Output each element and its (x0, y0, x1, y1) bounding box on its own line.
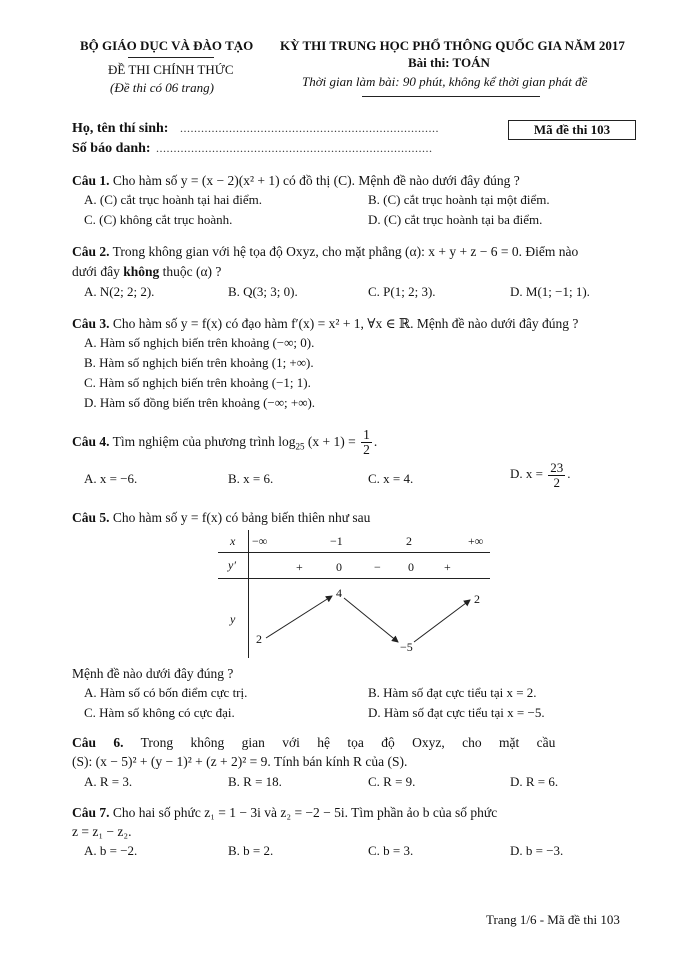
question-4-fraction (361, 428, 372, 457)
exam-title: KỲ THI TRUNG HỌC PHỔ THÔNG QUỐC GIA NĂM 2017 (280, 38, 625, 53)
q4-option-a[interactable]: A. x = −6. (84, 471, 138, 486)
q5-option-d[interactable]: D. Hàm số đạt cực tiểu tại x = −5. (368, 705, 545, 720)
question-2-text: Trong không gian với hệ tọa độ Oxyz, cho mặt phẳng (α): x + y + z − 6 = 0. Điểm nào (112, 244, 579, 259)
variation-table (218, 530, 490, 658)
table-x-val: −1 (330, 534, 343, 548)
subject-label: Bài thi: TOÁN (408, 55, 490, 70)
table-x-val: −∞ (252, 534, 268, 548)
q3-option-d[interactable]: D. Hàm số đồng biến trên khoảng (−∞; +∞). (84, 395, 316, 410)
official-label: ĐỀ THI CHÍNH THỨC (108, 62, 234, 77)
question-1-text: Cho hàm số y = (x − 2)(x² + 1) có đồ thị (C). Mệnh đề nào dưới đây đúng ? (112, 173, 520, 188)
q5-option-a[interactable]: A. Hàm số có bốn điểm cực trị. (84, 685, 248, 700)
arrow-decreasing (344, 598, 398, 642)
q7-option-d[interactable]: D. b = −3. (510, 843, 564, 858)
q7-option-b[interactable]: B. b = 2. (228, 843, 274, 858)
question-2-text-c: thuộc (α) ? (159, 264, 222, 279)
candidate-name-label: Họ, tên thí sinh: (72, 121, 169, 136)
table-x-label: x (230, 534, 236, 548)
q4-option-d[interactable]: D. x = $\frac{23}{2}$ . (510, 460, 571, 490)
question-3 (72, 316, 578, 332)
q2-option-a[interactable]: A. N(2; 2; 2). (84, 284, 155, 299)
table-x-val: +∞ (468, 534, 484, 548)
table-sign: − (374, 560, 381, 574)
question-7-text: Cho hai số phức z₁ = 1 − 3i và z₂ = −2 − 5i. Tìm phần ảo b của số phức (112, 805, 498, 820)
question-5-number: Câu 5. (72, 510, 110, 525)
question-5-text: Cho hàm số y = f(x) có bảng biến thiên như sau (112, 510, 371, 525)
exam-code-box: Mã đề thi 103 (508, 120, 636, 140)
q4-option-b[interactable]: B. x = 6. (228, 471, 274, 486)
header-left-rule (128, 57, 214, 58)
question-3-number: Câu 3. (72, 316, 110, 331)
fraction-numerator: 23 (550, 460, 564, 475)
fraction-numerator: 1 (363, 427, 370, 442)
q2-option-b[interactable]: B. Q(3; 3; 0). (228, 284, 298, 299)
pages-note: (Đề thi có 06 trang) (110, 80, 214, 95)
question-4-text: Tìm nghiệm của phương trình log (112, 433, 296, 449)
question-4-arg: (x + 1) = (307, 433, 356, 449)
table-y-val: 4 (336, 586, 342, 600)
q6-option-c[interactable]: C. R = 9. (368, 774, 416, 789)
q6-option-b[interactable]: B. R = 18. (228, 774, 282, 789)
question-7-number: Câu 7. (72, 805, 110, 820)
table-yprime-label: y′ (228, 558, 236, 572)
q1-option-b[interactable]: B. (C) cắt trục hoành tại một điểm. (368, 192, 550, 207)
q3-option-c[interactable]: C. Hàm số nghịch biến trên khoảng (−1; 1). (84, 375, 311, 390)
question-6-text: Trong không gian với hệ tọa độ Oxyz, cho mặt cầu (140, 735, 556, 750)
question-4-number: Câu 4. (72, 433, 110, 449)
fraction-denominator: 2 (553, 474, 560, 490)
q2-option-c[interactable]: C. P(1; 2; 3). (368, 284, 436, 299)
question-6-line2: (S): (x − 5)² + (y − 1)² + (z + 2)² = 9. Tính bán kính R của (S). (72, 754, 408, 769)
candidate-id-label: Số báo danh: (72, 141, 151, 156)
log-base: 25 (295, 441, 305, 452)
table-sign: 0 (336, 560, 342, 574)
q2-option-d[interactable]: D. M(1; −1; 1). (510, 284, 590, 299)
table-y-val: 2 (474, 592, 480, 606)
variation-arrows (218, 530, 490, 658)
page-footer: Trang 1/6 - Mã đề thi 103 (486, 912, 620, 927)
question-1 (72, 173, 520, 189)
question-1-number: Câu 1. (72, 173, 110, 188)
question-5 (72, 510, 370, 526)
q5-option-b[interactable]: B. Hàm số đạt cực tiểu tại x = 2. (368, 685, 537, 700)
q6-option-d[interactable]: D. R = 6. (510, 774, 559, 789)
question-7 (72, 805, 497, 821)
candidate-id-field[interactable]: ............................................................................... (156, 141, 433, 155)
q5-option-c[interactable]: C. Hàm số không có cực đại. (84, 705, 235, 720)
arrow-increasing (266, 596, 332, 638)
table-sign: + (296, 560, 303, 574)
q7-option-c[interactable]: C. b = 3. (368, 843, 414, 858)
table-y-val: 2 (256, 632, 262, 646)
question-2 (72, 244, 578, 260)
q4-option-c[interactable]: C. x = 4. (368, 471, 414, 486)
arrow-increasing (414, 600, 470, 642)
q6-option-a[interactable]: A. R = 3. (84, 774, 133, 789)
fraction-denominator: 2 (363, 442, 370, 458)
question-2-number: Câu 2. (72, 244, 110, 259)
question-4: Câu 4. Tìm nghiệm của phương trình $\log_{25} (x + 1)$ = $\frac{1}{2}$ . (72, 427, 378, 458)
q3-option-a[interactable]: A. Hàm số nghịch biến trên khoảng (−∞; 0). (84, 335, 315, 350)
time-note: Thời gian làm bài: 90 phút, không kể thời gian phát đề (302, 74, 588, 89)
question-3-text: Cho hàm số y = f(x) có đạo hàm f′(x) = x² + 1, ∀x ∈ ℝ. Mệnh đề nào dưới đây đúng ? (112, 316, 579, 331)
q4-option-d-fraction (548, 461, 565, 489)
question-7-line2: z = z₁ − z₂. (72, 824, 132, 839)
question-6-number: Câu 6. (72, 735, 124, 750)
q1-option-a[interactable]: A. (C) cắt trục hoành tại hai điểm. (84, 192, 262, 207)
table-sign: + (444, 560, 451, 574)
table-sign: 0 (408, 560, 414, 574)
question-2-emphasis: không (123, 264, 160, 279)
q1-option-d[interactable]: D. (C) cắt trục hoành tại ba điểm. (368, 212, 543, 227)
question-6 (72, 735, 555, 751)
table-y-val: −5 (400, 640, 413, 654)
question-2-line2 (72, 264, 221, 280)
candidate-name-field[interactable]: .......................................................................... (180, 121, 439, 135)
q1-option-c[interactable]: C. (C) không cắt trục hoành. (84, 212, 233, 227)
q7-option-a[interactable]: A. b = −2. (84, 843, 138, 858)
q3-option-b[interactable]: B. Hàm số nghịch biến trên khoảng (1; +∞). (84, 355, 314, 370)
question-2-text-a: dưới đây (72, 264, 124, 279)
question-5-prompt: Mệnh đề nào dưới đây đúng ? (72, 666, 234, 681)
q4-option-d-label: D. x = (510, 466, 543, 482)
header-right-rule (362, 96, 540, 97)
table-x-val: 2 (406, 534, 412, 548)
ministry-name: BỘ GIÁO DỤC VÀ ĐÀO TẠO (80, 38, 254, 53)
table-y-label: y (230, 612, 236, 626)
